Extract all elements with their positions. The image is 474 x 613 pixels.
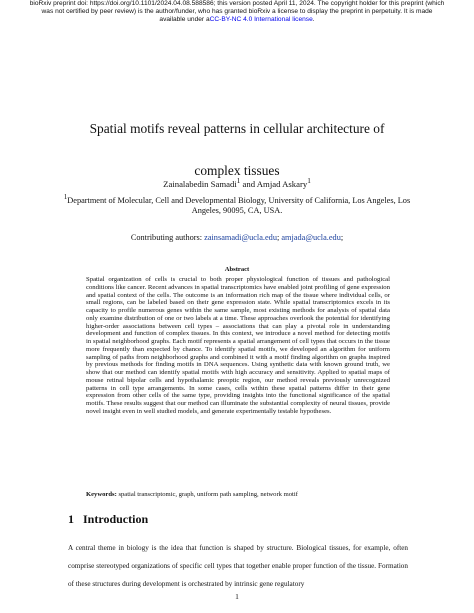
email-link-1[interactable]: zainsamadi@ucla.edu (204, 233, 277, 242)
section-number: 1 (68, 512, 74, 526)
abstract-heading: Abstract (224, 266, 250, 273)
banner-line-2: was not certified by peer review) is the author/funder, who has granted bioRxiv a license to display the preprint in perpetuity. It is made (41, 8, 433, 15)
section-heading (68, 512, 408, 527)
introduction-paragraph: A central theme in biology is the idea that function is shaped by structure. Biological tissues, for example, often comprise stereotyped organizations of specific cell types that together enable proper function of the tissue. Formation of these structures during development is orchestrated by intrinsic gene regulatory (68, 544, 408, 588)
title-line-1: Spatial motifs reveal patterns in cellular architecture of (89, 121, 385, 136)
page-number: 1 (235, 592, 239, 601)
keywords-label: Keywords: (86, 491, 117, 498)
keywords (86, 491, 390, 498)
email-end: ; (340, 233, 344, 242)
author-2-affil-mark: 1 (307, 177, 311, 185)
banner-line-3 (0, 16, 474, 24)
contributing-authors (20, 233, 454, 242)
introduction-text (68, 540, 408, 593)
abstract-body: Spatial organization of cells is crucial to both proper physiological function of tissues and pathological conditions like cancer. Recent advances in spatial transcriptomics have enabled joint profiling of gene expression and spatial context of the cells. The outcome is an information rich map of the tissue where individual cells, or small regions, can be labeled based on their gene expression state. While spatial transcriptomics excels in its capacity to profile numerous genes within the same sample, most existing methods for analysis of spatial data only examine distribution of one or two labels at a time. These approaches overlook the potential for identifying higher-order associations between cell types – associations that can play a pivotal role in understanding development and function of complex tissues. In this context, we introduce a novel method for detecting motifs in spatial neighborhood graphs. Each motif represents a spatial arrangement of cell types that occurs in the tissue more frequently than expected by chance. To identify spatial motifs, we developed an algorithm for uniform sampling of paths from neighborhood graphs and combined it with a motif finding algorithm on graphs inspired by previous methods for finding motifs in DNA sequences. Using synthetic data with known ground truth, we show that our method can identify spatial motifs with high accuracy and sensitivity. Applied to spatial maps of mouse retinal bipolar cells and hypothalamic preoptic region, our method reveals previously unrecognized patterns in cell type arrangements. In some cases, cells within these spatial patterns differ in their gene expression from other cells of the same type, providing insights into the functional significance of the spatial motifs. These results suggest that our method can illuminate the substantial complexity of neural tissues, provide novel insight even in well studied models, and generate experimentally testable hypotheses. (86, 276, 390, 415)
contributing-label: Contributing authors: (130, 233, 203, 242)
affiliation (60, 193, 414, 217)
title-line-2: complex tissues (194, 163, 280, 178)
author-list (20, 177, 454, 189)
keywords-text: spatial transcriptomic, graph, uniform path sampling, network motif (118, 491, 298, 498)
affiliation-mark: 1 (63, 194, 68, 201)
author-2: Amjad Askary (256, 178, 308, 189)
banner-line-3-suffix: . (312, 16, 315, 23)
license-link[interactable]: CC-BY-NC 4.0 International license (209, 16, 313, 23)
preprint-banner (0, 0, 474, 24)
section-title: Introduction (83, 512, 149, 526)
author-1-affil-mark: 1 (236, 177, 241, 185)
email-link-2[interactable]: amjada@ucla.edu (281, 233, 341, 242)
email-separator: ; (276, 233, 280, 242)
author-1: Zainalabedin Samadi (163, 178, 237, 189)
affiliation-text: Department of Molecular, Cell and Developmental Biology, University of California, Los Angeles, Los Angeles, 90095, CA, USA. (67, 195, 411, 216)
banner-line-1: bioRxiv preprint doi: https://doi.org/10.1101/2024.04.08.588586; this version posted April 11, 2024. The copyright holder for this preprint (which (29, 0, 445, 7)
author-conjunction: and (242, 178, 256, 189)
banner-line-3-prefix: available under a (159, 16, 210, 23)
